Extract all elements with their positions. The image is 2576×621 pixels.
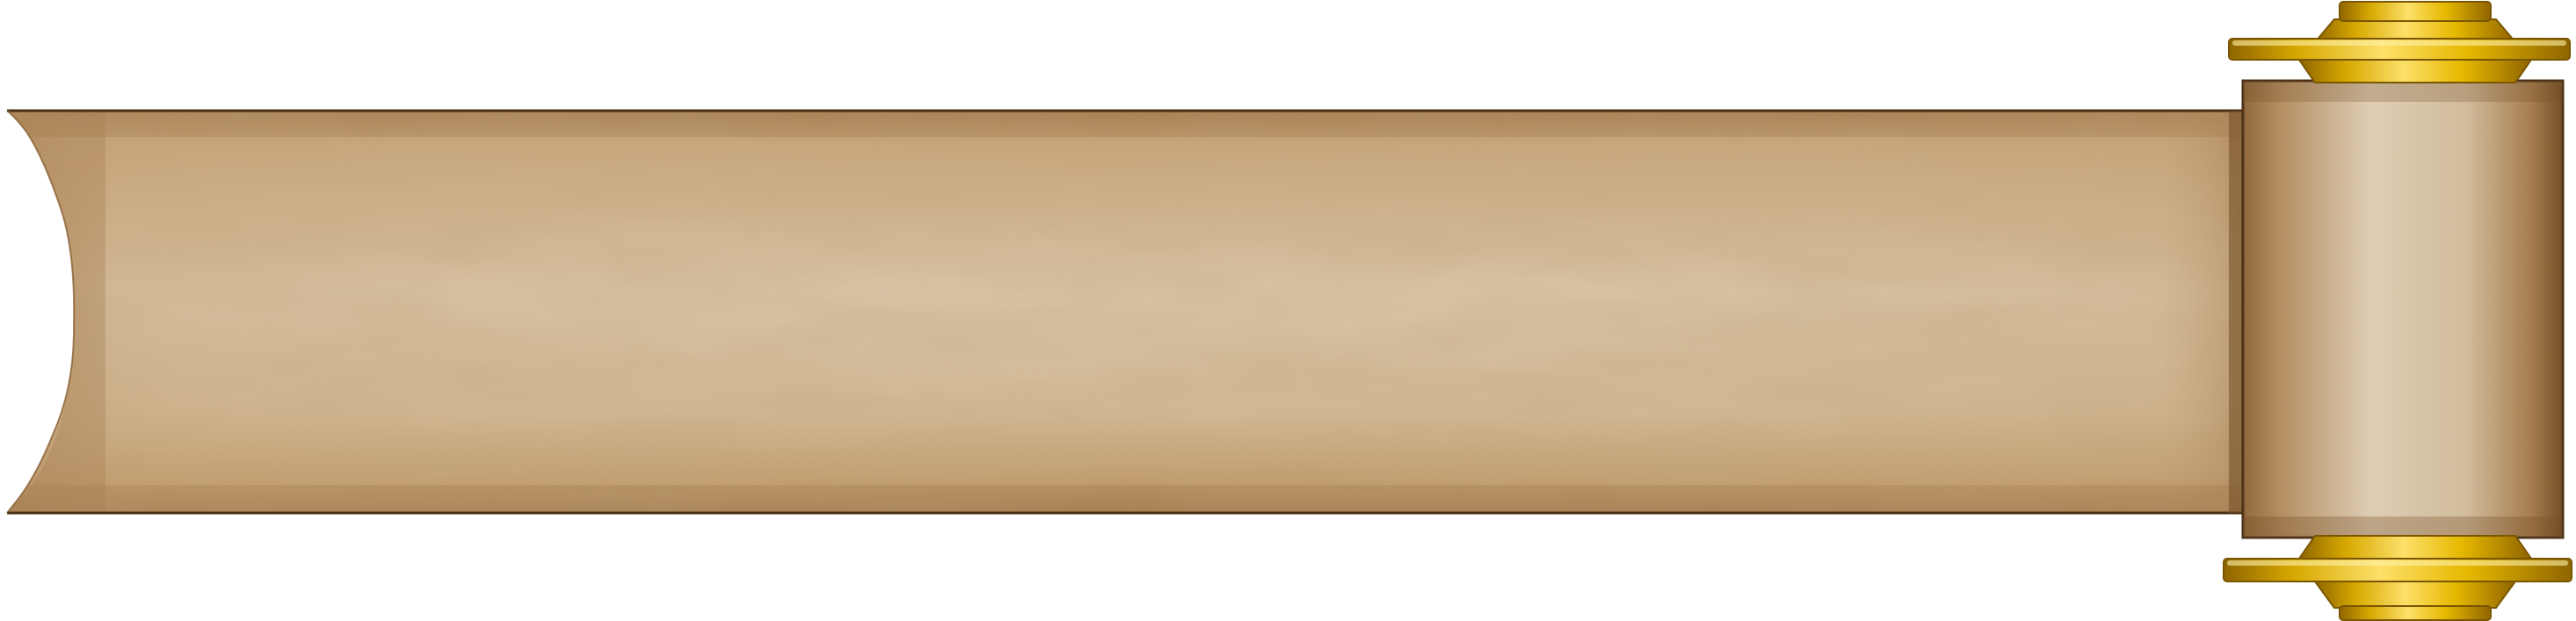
gold-finial-icon bbox=[2229, 2, 2570, 83]
parchment-strip bbox=[0, 105, 2250, 518]
scroll-roller-icon bbox=[2229, 81, 2563, 538]
gold-finial-icon bbox=[2224, 536, 2572, 620]
